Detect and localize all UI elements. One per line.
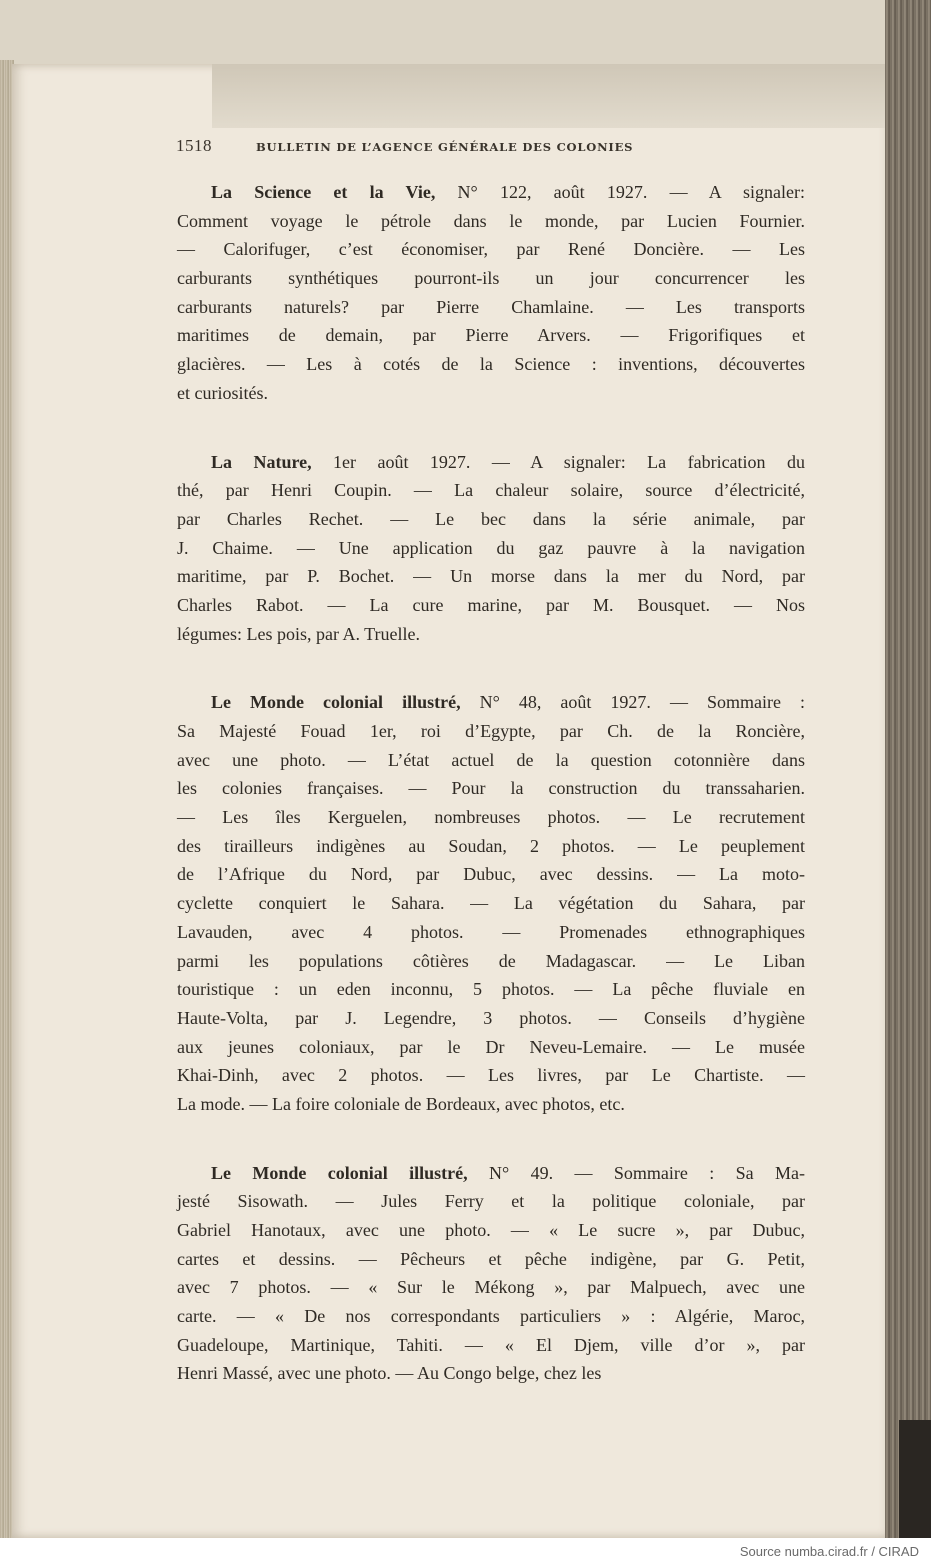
page-header	[176, 136, 798, 160]
entry-heading-line: Le Monde colonial illustré, N° 49. — Sommaire : Sa Ma-	[211, 1162, 805, 1183]
running-head: BULLETIN DE L’AGENCE GÉNÉRALE DES COLONIES	[256, 140, 634, 154]
entry-text-line: des tirailleurs indigènes au Soudan, 2 photos. — Le peuplement	[177, 835, 805, 856]
source-credit: Source numba.cirad.fr / CIRAD	[739, 1544, 919, 1559]
entry-text-line: Khai-Dinh, avec 2 photos. — Les livres, par Le Chartiste. —	[177, 1065, 805, 1086]
entry-text-line: par Charles Rechet. — Le bec dans la série animale, par	[177, 508, 805, 529]
page-number: 1518	[176, 136, 212, 155]
entry-text-line: avec une photo. — L’état actuel de la question cotonnière dans	[177, 749, 805, 770]
entry-heading-line: Le Monde colonial illustré, N° 48, août 1927. — Sommaire :	[211, 692, 805, 713]
entry-text-line: avec 7 photos. — « Sur le Mékong », par Malpuech, avec une	[177, 1277, 805, 1298]
entry-text-line: Guadeloupe, Martinique, Tahiti. — « El Djem, ville d’or », par	[177, 1334, 805, 1355]
entry-text-line: jesté Sisowath. — Jules Ferry et la politique coloniale, par	[177, 1191, 805, 1212]
book-edge-right	[885, 0, 931, 1538]
entry-text-line: touristique : un eden inconnu, 5 photos. — La pêche fluviale en	[177, 979, 805, 1000]
entry-heading-line: La Science et la Vie, N° 122, août 1927. — A signaler:	[211, 182, 806, 202]
entry-heading-line: La Nature, 1er août 1927. — A signaler: La fabrication du	[211, 451, 805, 472]
entry-text-line: cartes et dessins. — Pêcheurs et pêche indigène, par G. Petit,	[177, 1248, 805, 1269]
entry-text-line: Haute-Volta, par J. Legendre, 3 photos. — Conseils d’hygiène	[177, 1007, 805, 1028]
entry-text-line: de l’Afrique du Nord, par Dubuc, avec dessins. — La moto-	[177, 864, 805, 885]
periodical-entry	[177, 688, 805, 1118]
entry-text-line: Gabriel Hanotaux, avec une photo. — « Le sucre », par Dubuc,	[177, 1220, 805, 1240]
periodical-entry	[177, 178, 805, 408]
periodical-title: Le Monde colonial illustré,	[211, 1162, 468, 1183]
entry-text-line: Sa Majesté Fouad 1er, roi d’Egypte, par Ch. de la Roncière,	[177, 721, 805, 741]
entry-text-line: — Calorifuger, c’est économiser, par René Doncière. — Les	[177, 239, 805, 260]
periodical-entry	[177, 1159, 805, 1389]
entry-text-line: les colonies françaises. — Pour la construction du transsaharien.	[177, 778, 805, 799]
entry-text-line: cyclette conquiert le Sahara. — La végétation du Sahara, par	[177, 893, 805, 914]
periodical-entry	[177, 448, 805, 649]
entry-text-line: maritimes de demain, par Pierre Arvers. — Frigorifiques et	[177, 325, 805, 346]
entry-text-line: aux jeunes coloniaux, par le Dr Neveu-Lemaire. — Le musée	[177, 1036, 805, 1057]
entry-text-line: carte. — « De nos correspondants particuliers » : Algérie, Maroc,	[177, 1306, 805, 1327]
article-list	[177, 178, 805, 1428]
entry-text-line: Comment voyage le pétrole dans le monde, par Lucien Fournier.	[177, 210, 805, 231]
entry-text-line: Charles Rabot. — La cure marine, par M. Bousquet. — Nos	[177, 594, 805, 615]
entry-text-line: Henri Massé, avec une photo. — Au Congo belge, chez les	[177, 1363, 602, 1384]
entry-text-line: légumes: Les pois, par A. Truelle.	[177, 623, 420, 644]
periodical-title: La Nature,	[211, 451, 312, 472]
entry-text-line: maritime, par P. Bochet. — Un morse dans la mer du Nord, par	[177, 566, 805, 587]
periodical-title: Le Monde colonial illustré,	[211, 692, 461, 713]
entry-text-line: J. Chaime. — Une application du gaz pauvre à la navigation	[177, 537, 805, 558]
entry-text-line: parmi les populations côtières de Madagascar. — Le Liban	[177, 950, 805, 971]
entry-text-line: carburants synthétiques pourront-ils un jour concurrencer les	[177, 268, 805, 289]
entry-text-line: glacières. — Les à cotés de la Science : inventions, découvertes	[177, 354, 805, 375]
entry-text-line: Lavauden, avec 4 photos. — Promenades ethnographiques	[177, 921, 805, 942]
entry-text-line: carburants naturels? par Pierre Chamlaine. — Les transports	[177, 296, 805, 317]
periodical-title: La Science et la Vie,	[211, 182, 436, 202]
entry-text-line: — Les îles Kerguelen, nombreuses photos. — Le recrutement	[177, 807, 805, 828]
entry-text-line: thé, par Henri Coupin. — La chaleur solaire, source d’électricité,	[177, 480, 805, 501]
entry-text-line: et curiosités.	[177, 382, 268, 403]
page-top-shadow	[212, 64, 902, 128]
entry-text-line: La mode. — La foire coloniale de Bordeaux, avec photos, etc.	[177, 1093, 625, 1114]
book-binding-band	[899, 1420, 931, 1538]
